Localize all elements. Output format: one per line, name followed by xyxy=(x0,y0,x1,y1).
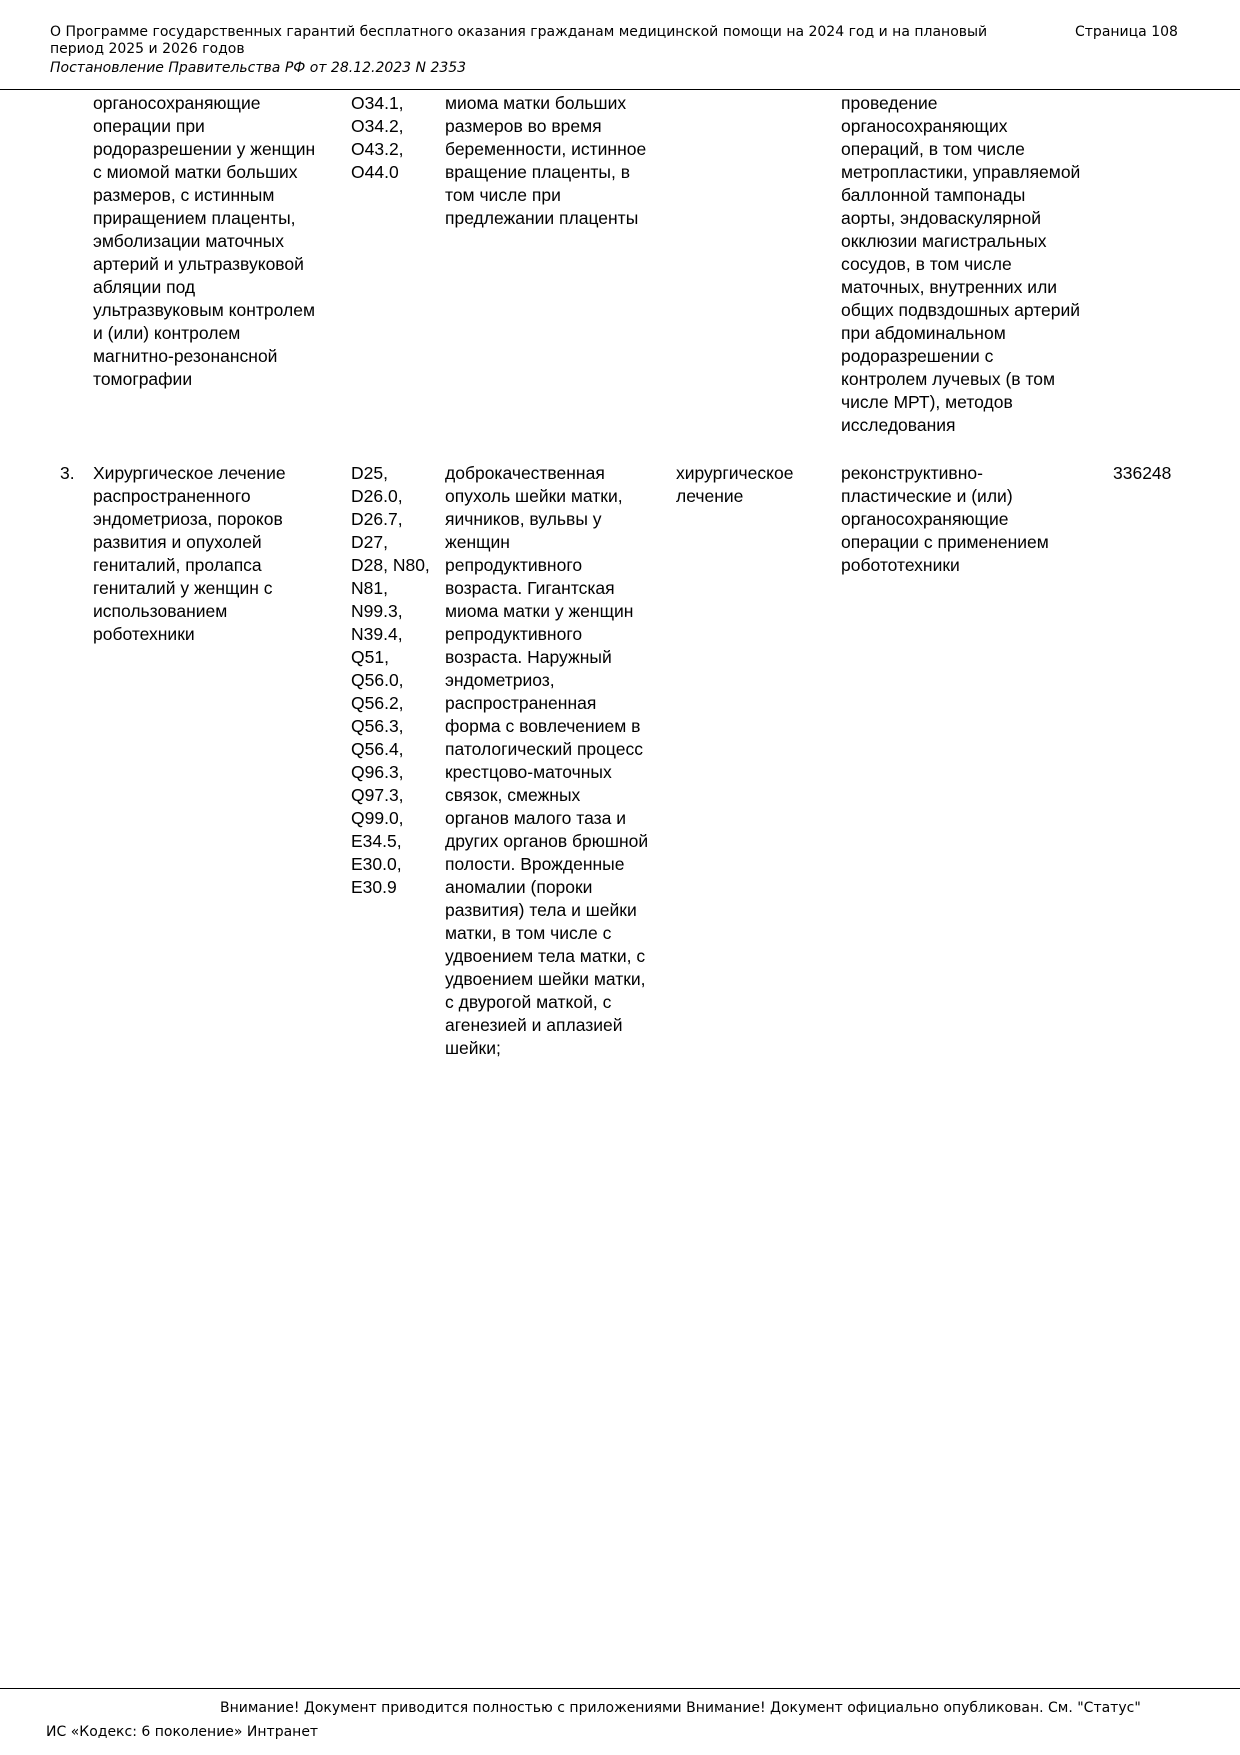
footer-system: ИС «Кодекс: 6 поколение» Интранет xyxy=(46,1724,319,1740)
icd-codes: O34.1, O34.2, O43.2, O44.0 xyxy=(351,93,404,182)
page-number: Страница 108 xyxy=(1075,24,1178,40)
treatment-method: реконструктивно- пластические и (или) органосохраняющие операции с применением робототехники xyxy=(841,463,1049,575)
footer-notice: Внимание! Документ приводится полностью с приложениями Внимание! Документ официально опубликован. См. "Статус" xyxy=(220,1700,1141,1716)
procedure-name: органосохраняющие операции при родоразрешении у женщин с миомой матки больших размеров, с истинным приращением плаценты, эмболизации маточных артерий и ультразвуковой абляции под ультразвуковым контролем и (или) контролем магнитно-резонансной томографии xyxy=(93,93,316,389)
header-divider xyxy=(0,89,1240,90)
treatment-method: проведение органосохраняющих операций, в том числе метропластики, управляемой баллонной тампонады аорты, эндоваскулярной окклюзии магистральных сосудов, в том числе маточных, внутренних или общих подвздошных артерий при абдоминальном родоразрешении с контролем лучевых (в том числе МРТ), методов исследования xyxy=(841,93,1081,435)
treatment-type: хирургическое лечение xyxy=(676,463,794,506)
patient-model: миома матки больших размеров во время беременности, истинное вращение плаценты, в том числе при предлежании плаценты xyxy=(445,93,647,228)
document-title: О Программе государственных гарантий бесплатного оказания гражданам медицинской помощи на 2024 год и на плановый период 2025 и 2026 годов xyxy=(50,24,988,57)
footer-divider xyxy=(0,1688,1240,1689)
cost-norm: 336248 xyxy=(1113,463,1172,483)
patient-model: доброкачественная опухоль шейки матки, яичников, вульвы у женщин репродуктивного возраста. Гигантская миома матки у женщин репродуктивного возраста. Наружный эндометриоз, распространенная форма с вовлечением в патологический процесс крестцово-маточных связок, смежных органов малого таза и других органов брюшной полости. Врожденные аномалии (пороки развития) тела и шейки матки, в том числе с удвоением тела матки, с удвоением шейки матки, с двурогой маткой, с агенезией и аплазией шейки; xyxy=(445,463,649,1058)
icd-codes: D25, D26.0, D26.7, D27, D28, N80, N81, N99.3, N39.4, Q51, Q56.0, Q56.2, Q56.3, Q56.4, Q96.3, Q97.3, Q99.0, E34.5, E30.0, E30.9 xyxy=(351,463,430,897)
procedure-name: Хирургическое лечение распространенного эндометриоза, пороков развития и опухолей гениталий, пролапса гениталий у женщин с использованием роботехники xyxy=(93,463,286,644)
document-subtitle: Постановление Правительства РФ от 28.12.2023 N 2353 xyxy=(50,60,467,76)
row-number: 3. xyxy=(60,463,75,483)
